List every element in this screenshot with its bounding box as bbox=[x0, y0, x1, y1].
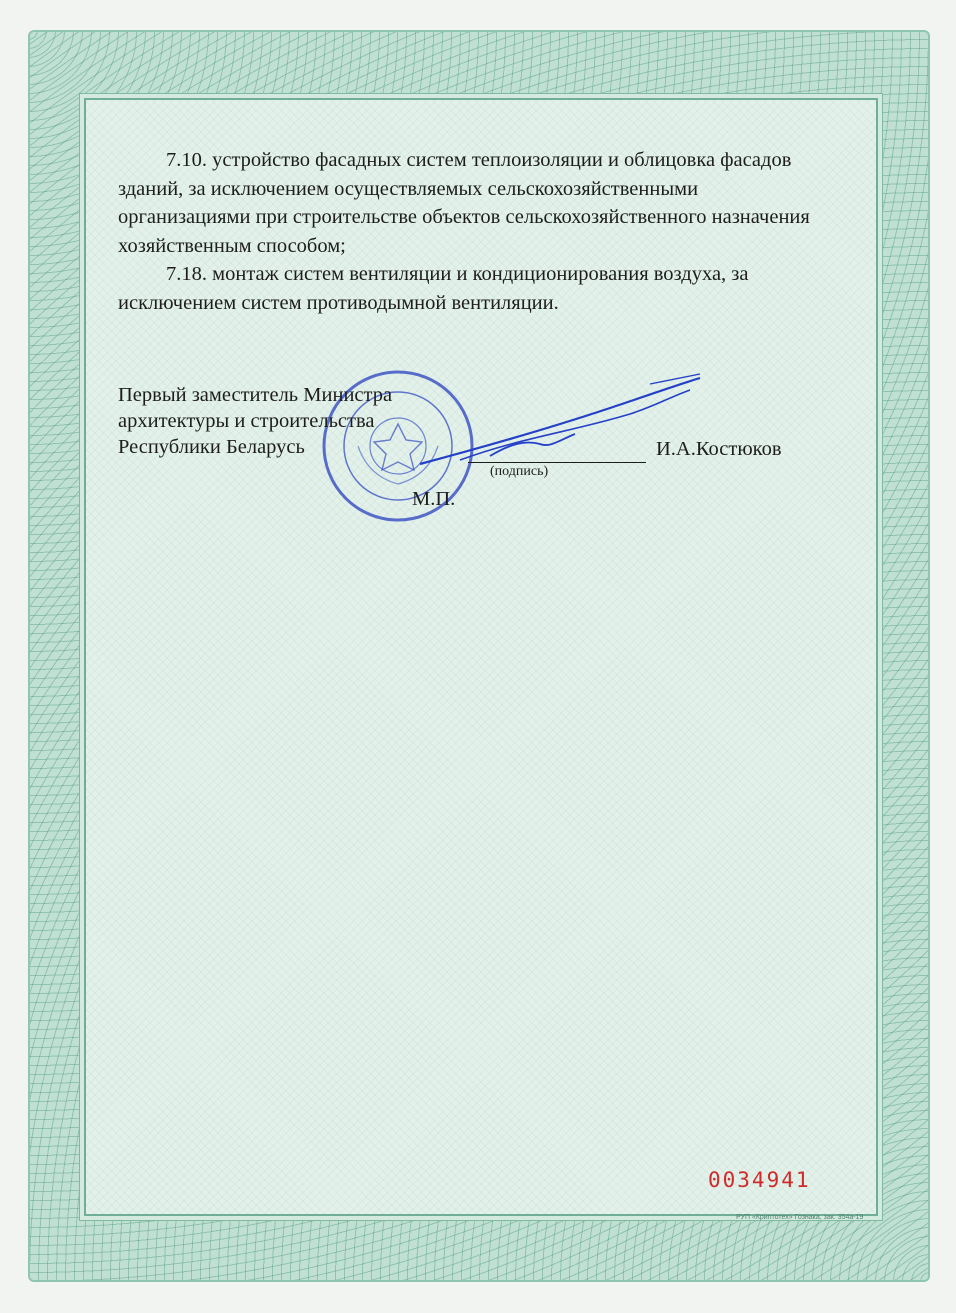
signatory-name: И.А.Костюков bbox=[656, 438, 782, 460]
paragraph-7-18 bbox=[118, 260, 818, 317]
signatory-title bbox=[118, 382, 392, 460]
paragraph-7-10 bbox=[118, 146, 818, 260]
signatory-title-line: Республики Беларусь bbox=[118, 436, 305, 458]
serial-number: 0034941 bbox=[708, 1168, 811, 1192]
seal-label: М.П. bbox=[412, 488, 456, 510]
handwritten-signature bbox=[400, 368, 720, 478]
paragraph-text: 7.18. монтаж систем вентиляции и кондиционирования воздуха, за исключением систем противодымной вентиляции. bbox=[118, 263, 749, 314]
paragraph-text: 7.10. устройство фасадных систем теплоизоляции и облицовка фасадов зданий, за исключением осуществляемых сельскохозяйственными организациями при строительстве объектов сельскохозяйственного назначения хозяйственным способом; bbox=[118, 149, 810, 257]
signature-caption: (подпись) bbox=[490, 464, 549, 479]
signatory-title-line: архитектуры и строительства bbox=[118, 410, 375, 432]
printer-note: РУП «Криптотех» Гознака, зак. 354а-19 bbox=[736, 1214, 864, 1221]
signatory-title-line: Первый заместитель Министра bbox=[118, 384, 393, 406]
